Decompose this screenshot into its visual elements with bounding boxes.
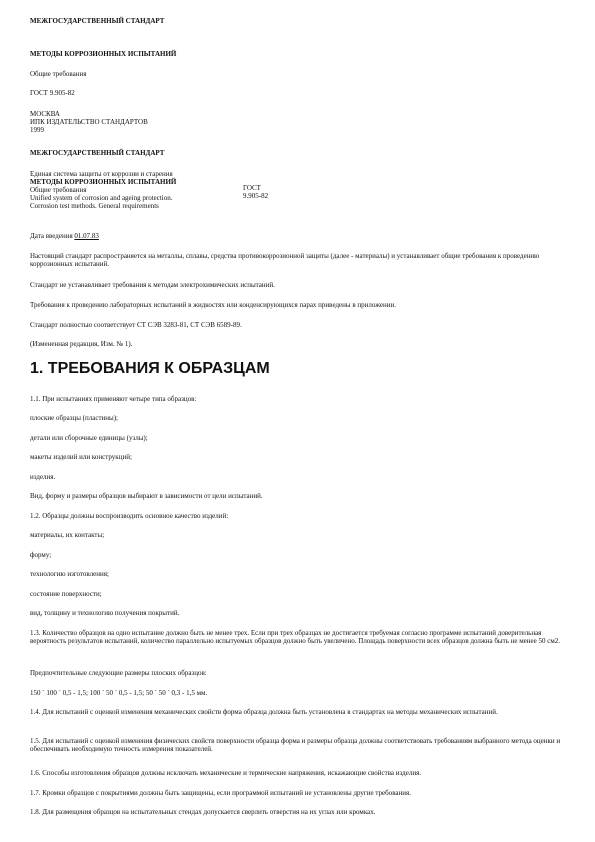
list-item: материалы, их контакты; bbox=[30, 531, 105, 539]
section-heading: 1. ТРЕБОВАНИЯ К ОБРАЗЦАМ bbox=[30, 360, 270, 377]
intro-paragraph-3: Требования к проведению лабораторных испытаний в жидкостях или конденсирующихся парах приведены в приложении. bbox=[30, 301, 397, 309]
clause-1-6: 1.6. Способы изготовления образцов должны исключать механические и термические напряжения, искажающие свойства изделия. bbox=[30, 769, 422, 777]
date-label: Дата введения bbox=[30, 232, 73, 240]
clause-1-7: 1.7. Кромки образцов с покрытиями должны быть защищены, если программой испытаний не установлены другие требования. bbox=[30, 789, 411, 797]
standard-type-repeat: МЕЖГОСУДАРСТВЕННЫЙ СТАНДАРТ bbox=[30, 149, 165, 157]
clause-1-1: 1.1. При испытаниях применяют четыре типа образцов: bbox=[30, 395, 197, 403]
title-block-gost-number: 9.905-82 bbox=[243, 192, 269, 200]
list-item: вид, толщину и технологию получения покрытий. bbox=[30, 609, 180, 617]
city: МОСКВА bbox=[30, 110, 60, 118]
intro-paragraph-2: Стандарт не устанавливает требования к методам электрохимических испытаний. bbox=[30, 281, 275, 289]
intro-paragraph-5: (Измененная редакция, Изм. № 1). bbox=[30, 340, 133, 348]
list-item: плоские образцы (пластины); bbox=[30, 414, 118, 422]
intro-paragraph-4: Стандарт полностью соответствует СТ СЭВ 3283-81, СТ СЭВ 6589-89. bbox=[30, 321, 242, 329]
form-paragraph: Вид, форму и размеры образцов выбирают в зависимости от цели испытаний. bbox=[30, 492, 263, 500]
title-block-title: МЕТОДЫ КОРРОЗИОННЫХ ИСПЫТАНИЙ bbox=[30, 178, 177, 186]
doc-subtitle: Общие требования bbox=[30, 70, 87, 78]
doc-title: МЕТОДЫ КОРРОЗИОННЫХ ИСПЫТАНИЙ bbox=[30, 50, 177, 58]
list-item: макеты изделий или конструкций; bbox=[30, 453, 132, 461]
clause-1-8: 1.8. Для размещения образцов на испытательных стендах допускается сверлить отверстия на их углах или кромках. bbox=[30, 808, 376, 816]
system-line: Единая система защиты от коррозии и старения bbox=[30, 170, 173, 178]
sizes-label: Предпочтительные следующие размеры плоских образцов: bbox=[30, 669, 207, 677]
date-of-introduction bbox=[30, 232, 99, 240]
list-item: детали или сборочные единицы (узлы); bbox=[30, 434, 148, 442]
list-item: состояние поверхности; bbox=[30, 590, 102, 598]
clause-1-5: 1.5. Для испытаний с оценкой изменения физических свойств поверхности образца форма и размеры образца должны соответствовать требованиям выбранного метода оценки и обеспечивать необходимую точность измерения показателей. bbox=[30, 737, 561, 753]
gost-number: ГОСТ 9.905-82 bbox=[30, 89, 75, 97]
date-value[interactable]: 01.07.83 bbox=[74, 232, 99, 240]
intro-paragraph-1: Настоящий стандарт распространяется на металлы, сплавы, средства противокоррозионной защиты (далее - материалы) и устанавливает общие требования к проведению коррозионных испытаний. bbox=[30, 252, 540, 268]
publisher: ИПК ИЗДАТЕЛЬСТВО СТАНДАРТОВ bbox=[30, 118, 148, 126]
title-block-subtitle: Общие требования bbox=[30, 186, 87, 194]
clause-1-4: 1.4. Для испытаний с оценкой изменения механических свойств форма образца должна быть установлена в стандартах на методы механических испытаний. bbox=[30, 708, 498, 716]
english-line-2: Corrosion test methods. General requirements bbox=[30, 202, 159, 210]
list-item: изделия. bbox=[30, 473, 56, 481]
sizes-values: 150 ´ 100 ´ 0,5 - 1,5; 100 ´ 50 ´ 0,5 - 1,5; 50 ´ 50 ´ 0,3 - 1,5 мм. bbox=[30, 689, 208, 697]
list-item: технологию изготовления; bbox=[30, 570, 109, 578]
clause-1-3: 1.3. Количество образцов на одно испытание должно быть не менее трех. Если при трех образцах не достигается требуемая согласно программе испытаний доверительная вероятность результатов испытаний, количество параллельно испытуемых образцов должно быть увеличено. Площадь поверхности всех образцов должна быть не менее 50 см2. bbox=[30, 629, 561, 645]
clause-1-2: 1.2. Образцы должны воспроизводить основное качество изделий: bbox=[30, 512, 229, 520]
list-item: форму; bbox=[30, 551, 52, 559]
title-block-gost-label: ГОСТ bbox=[243, 184, 261, 192]
standard-type: МЕЖГОСУДАРСТВЕННЫЙ СТАНДАРТ bbox=[30, 17, 165, 25]
english-line-1: Unified system of corrosion and ageing protection. bbox=[30, 194, 173, 202]
year: 1999 bbox=[30, 126, 44, 134]
